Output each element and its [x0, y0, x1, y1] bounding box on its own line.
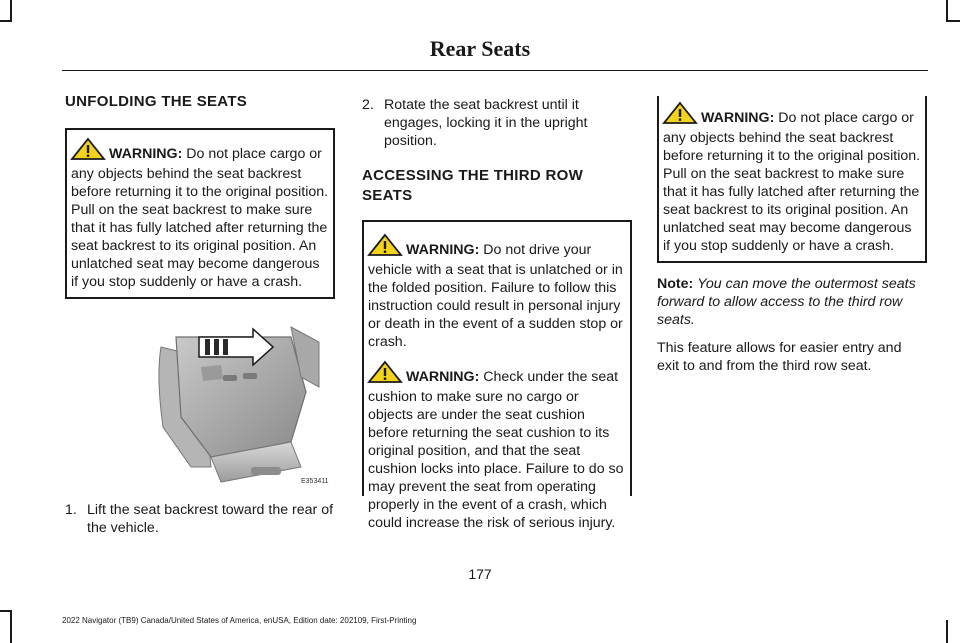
figure-code: E353411	[301, 478, 329, 485]
note-label: Note:	[657, 276, 694, 292]
crop-mark	[10, 610, 12, 643]
seat-illustration	[151, 317, 329, 487]
section-title-unfolding: UNFOLDING THE SEATS	[65, 93, 248, 110]
crop-mark	[946, 0, 948, 22]
warning-label: WARNING:	[406, 242, 480, 258]
warning-label: WARNING:	[701, 110, 775, 126]
step-1	[65, 501, 335, 537]
footer-edition-info: 2022 Navigator (TB9) Canada/United States of America, enUSA, Edition date: 202109, First-Printing	[62, 616, 417, 625]
step-number: 1.	[65, 502, 77, 518]
warning-text: Check under the seat cushion to make sure no cargo or objects are under the seat cushion before returning the seat cushion to its original position, and that the seat cushion locks into place. Failure to do so may prevent the seat from operating properly in the event of a crash, which could increase the risk of serious injury.	[368, 369, 624, 531]
crop-mark	[10, 0, 12, 22]
warning-label: WARNING:	[109, 146, 183, 162]
header-divider	[62, 70, 928, 71]
body-paragraph: This feature allows for easier entry and exit to and from the third row seat.	[657, 340, 902, 374]
warning-box	[362, 220, 632, 531]
page-header-title: Rear Seats	[429, 36, 531, 61]
warning-box	[65, 128, 335, 299]
warning-triangle-icon	[663, 102, 697, 129]
crop-mark	[0, 610, 12, 612]
section-title-third-row: ACCESSING THE THIRD ROW SEATS	[362, 167, 584, 204]
warning-box	[657, 96, 927, 263]
column-2	[362, 96, 632, 531]
page-number: 177	[468, 566, 492, 582]
warning-triangle-icon	[368, 361, 402, 388]
column-1	[65, 92, 335, 537]
warning-text: Do not place cargo or any objects behind the seat backrest before returning it to the original position. Pull on the seat backrest to make sure that it has fully latched after returning the seat backrest to its original position. An unlatched seat may become dangerous if you stop suddenly or have a crash.	[663, 110, 921, 254]
step-text: Rotate the seat backrest until it engages, locking it in the upright position.	[384, 97, 588, 149]
warning-text: Do not drive your vehicle with a seat that is unlatched or in the folded position. Failure to follow this instruction could result in personal injury or death in the event of a sudden stop or crash.	[368, 242, 623, 350]
warning-triangle-icon	[368, 234, 402, 261]
step-2	[362, 96, 632, 150]
step-number: 2.	[362, 97, 374, 113]
note-text: You can move the outermost seats forward to allow access to the third row seats.	[657, 276, 916, 328]
warning-label: WARNING:	[406, 369, 480, 385]
crop-mark	[946, 20, 960, 22]
note	[657, 275, 927, 329]
warning-triangle-icon	[71, 138, 105, 165]
step-text: Lift the seat backrest toward the rear of the vehicle.	[87, 502, 334, 536]
crop-mark	[0, 20, 12, 22]
crop-mark	[946, 620, 948, 643]
warning-text: Do not place cargo or any objects behind the seat backrest before returning it to the original position. Pull on the seat backrest to make sure that it has fully latched after returning the seat backrest to its original position. An unlatched seat may become dangerous if you stop suddenly or have a crash.	[71, 146, 329, 290]
column-3	[657, 96, 927, 375]
